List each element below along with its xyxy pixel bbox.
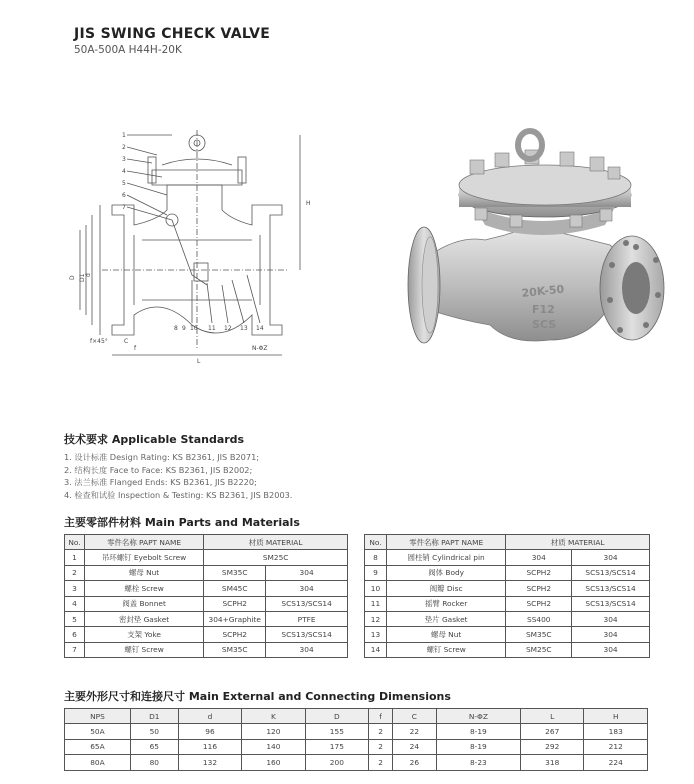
dim-cell: 65A	[65, 739, 131, 754]
balloon-5: 5	[122, 180, 126, 187]
dim-cell: 2	[369, 739, 393, 754]
part-material-alt: 304	[266, 565, 348, 580]
parts-table-left	[64, 534, 348, 658]
table-row	[65, 611, 348, 626]
dim-cell: 2	[369, 755, 393, 770]
dim-cell: 175	[305, 739, 368, 754]
part-material-alt: SCS13/SCS14	[572, 596, 650, 611]
part-no: 10	[365, 581, 387, 596]
table-row	[365, 611, 650, 626]
part-name: 吊环螺钉 Eyebolt Screw	[84, 550, 203, 565]
standard-item: 4. 检查和试验 Inspection & Testing: KS B2361, JIS B2003.	[64, 489, 293, 500]
standards-title: 技术要求 Applicable Standards	[64, 433, 245, 446]
part-no: 7	[65, 642, 85, 657]
col-name: 零件名称 PAPT NAME	[386, 535, 505, 550]
dim-header: f	[369, 709, 393, 724]
part-name: 螺母 Nut	[386, 627, 505, 642]
dim-fx45: f×45°	[90, 338, 108, 345]
part-material: SM25C	[506, 642, 572, 657]
part-material-alt: 304	[266, 642, 348, 657]
dim-cell: 183	[584, 724, 648, 739]
balloon-3: 3	[122, 156, 126, 163]
table-row	[365, 642, 650, 657]
part-no: 2	[65, 565, 85, 580]
balloon-7: 7	[122, 204, 126, 211]
balloon-14: 14	[256, 325, 264, 332]
part-no: 4	[65, 596, 85, 611]
dim-cell: 8-23	[436, 755, 520, 770]
table-row	[365, 627, 650, 642]
dim-cell: 50A	[65, 724, 131, 739]
dim-cell: 292	[521, 739, 584, 754]
dim-cell: 318	[521, 755, 584, 770]
col-material: 材质 MATERIAL	[506, 535, 650, 550]
part-no: 13	[365, 627, 387, 642]
col-no: No.	[65, 535, 85, 550]
balloon-12: 12	[224, 325, 232, 332]
table-row	[65, 596, 348, 611]
part-material: SCPH2	[506, 581, 572, 596]
part-name: 螺栓 Screw	[84, 581, 203, 596]
part-no: 1	[65, 550, 85, 565]
parts-title: 主要零部件材料 Main Parts and Materials	[64, 516, 300, 529]
dim-header: NPS	[65, 709, 131, 724]
balloon-11: 11	[208, 325, 216, 332]
part-material: SCPH2	[506, 565, 572, 580]
standard-item: 1. 设计标准 Design Rating: KS B2361, JIS B2071;	[64, 452, 260, 462]
table-row	[365, 565, 650, 580]
dim-cell: 116	[178, 739, 241, 754]
dim-header: H	[584, 709, 648, 724]
balloon-6: 6	[122, 192, 126, 199]
col-name: 零件名称 PAPT NAME	[84, 535, 203, 550]
dim-cell: 22	[393, 724, 437, 739]
dim-L: L	[197, 358, 201, 365]
part-material: SCPH2	[204, 596, 266, 611]
balloon-13: 13	[240, 325, 248, 332]
parts-table-right	[364, 534, 650, 658]
dim-cell: 200	[305, 755, 368, 770]
part-no: 11	[365, 596, 387, 611]
dim-header: D1	[130, 709, 178, 724]
part-material-alt: 304	[572, 611, 650, 626]
balloon-2: 2	[122, 144, 126, 151]
part-material-alt: 304	[572, 642, 650, 657]
part-name: 阀瓣 Disc	[386, 581, 505, 596]
dim-cell: 50	[130, 724, 178, 739]
part-material-alt: 304	[572, 627, 650, 642]
dim-NZ: N-ΦZ	[252, 345, 268, 352]
dim-cell: 80	[130, 755, 178, 770]
part-material: 304+Graphite	[204, 611, 266, 626]
table-row	[65, 581, 348, 596]
part-name: 摇臂 Rocker	[386, 596, 505, 611]
balloon-10: 10	[190, 325, 198, 332]
dim-cell: 8-19	[436, 739, 520, 754]
dim-H: H	[306, 200, 311, 207]
part-name: 阀盖 Bonnet	[84, 596, 203, 611]
part-material-alt: SCS13/SCS14	[266, 627, 348, 642]
dim-cell: 24	[393, 739, 437, 754]
cast-mark-code: SCS	[532, 318, 557, 331]
part-material: SCPH2	[506, 596, 572, 611]
part-name: 螺母 Nut	[84, 565, 203, 580]
cast-mark-material: F12	[532, 303, 555, 316]
part-no: 6	[65, 627, 85, 642]
dim-cell: 224	[584, 755, 648, 770]
dim-C: C	[124, 338, 129, 345]
dim-header: K	[242, 709, 305, 724]
table-row	[65, 739, 648, 754]
part-name: 垫片 Gasket	[386, 611, 505, 626]
part-material: SM35C	[204, 565, 266, 580]
dim-header: N-ΦZ	[436, 709, 520, 724]
dim-header: L	[521, 709, 584, 724]
part-name: 支架 Yoke	[84, 627, 203, 642]
part-material-alt: SCS13/SCS14	[572, 565, 650, 580]
table-row	[365, 581, 650, 596]
table-row	[65, 565, 348, 580]
part-name: 密封垫 Gasket	[84, 611, 203, 626]
part-material-alt: 304	[266, 581, 348, 596]
dim-header: d	[178, 709, 241, 724]
part-material: 304	[506, 550, 572, 565]
dim-cell: 26	[393, 755, 437, 770]
dim-cell: 80A	[65, 755, 131, 770]
dim-cell: 155	[305, 724, 368, 739]
part-material: SM45C	[204, 581, 266, 596]
part-name: 螺钉 Screw	[386, 642, 505, 657]
part-no: 3	[65, 581, 85, 596]
dimensions-title: 主要外形尺寸和连接尺寸 Main External and Connecting Dimensions	[64, 690, 451, 703]
page-title: JIS SWING CHECK VALVE	[74, 26, 271, 42]
part-material-alt: PTFE	[266, 611, 348, 626]
table-row	[65, 755, 648, 770]
part-name: 阀体 Body	[386, 565, 505, 580]
dim-f: f	[134, 345, 137, 352]
part-material-alt: SCS13/SCS14	[572, 581, 650, 596]
table-row	[65, 724, 648, 739]
dim-cell: 140	[242, 739, 305, 754]
dim-d: d	[85, 273, 92, 277]
page-subtitle: 50A-500A H44H-20K	[74, 44, 182, 56]
col-no: No.	[365, 535, 387, 550]
balloon-1: 1	[122, 132, 126, 139]
dim-cell: 96	[178, 724, 241, 739]
dim-cell: 8-19	[436, 724, 520, 739]
balloon-9: 9	[182, 325, 186, 332]
standards-list	[64, 451, 293, 501]
dim-cell: 267	[521, 724, 584, 739]
cast-mark-rating: 20K-50	[520, 282, 565, 300]
part-name: 螺钉 Screw	[84, 642, 203, 657]
table-row	[365, 596, 650, 611]
dim-D1: D1	[79, 273, 86, 282]
part-no: 12	[365, 611, 387, 626]
col-material: 材质 MATERIAL	[204, 535, 348, 550]
part-material: SCPH2	[204, 627, 266, 642]
dimensions-table	[64, 708, 648, 771]
valve-section-drawing	[69, 125, 312, 365]
part-material: SM25C	[204, 550, 348, 565]
dim-cell: 2	[369, 724, 393, 739]
dim-header: D	[305, 709, 368, 724]
dim-cell: 132	[178, 755, 241, 770]
balloon-4: 4	[122, 168, 126, 175]
standard-item: 3. 法兰标准 Flanged Ends: KS B2361, JIS B2220;	[64, 477, 257, 488]
part-material: SM35C	[506, 627, 572, 642]
dim-D: D	[69, 275, 76, 280]
dim-cell: 65	[130, 739, 178, 754]
dim-cell: 212	[584, 739, 648, 754]
table-row	[65, 642, 348, 657]
part-material: SM35C	[204, 642, 266, 657]
part-material-alt: SCS13/SCS14	[266, 596, 348, 611]
balloon-8: 8	[174, 325, 178, 332]
part-no: 8	[365, 550, 387, 565]
dim-cell: 120	[242, 724, 305, 739]
dim-header: C	[393, 709, 437, 724]
table-row	[65, 550, 348, 565]
part-name: 圆柱销 Cylindrical pin	[386, 550, 505, 565]
part-material-alt: 304	[572, 550, 650, 565]
table-header-row	[65, 709, 648, 724]
dim-cell: 160	[242, 755, 305, 770]
standard-item: 2. 结构长度 Face to Face: KS B2361, JIS B2002;	[64, 464, 253, 475]
valve-photo	[400, 125, 670, 375]
part-no: 9	[365, 565, 387, 580]
part-material: SS400	[506, 611, 572, 626]
table-row	[365, 550, 650, 565]
part-no: 14	[365, 642, 387, 657]
table-row	[65, 627, 348, 642]
part-no: 5	[65, 611, 85, 626]
